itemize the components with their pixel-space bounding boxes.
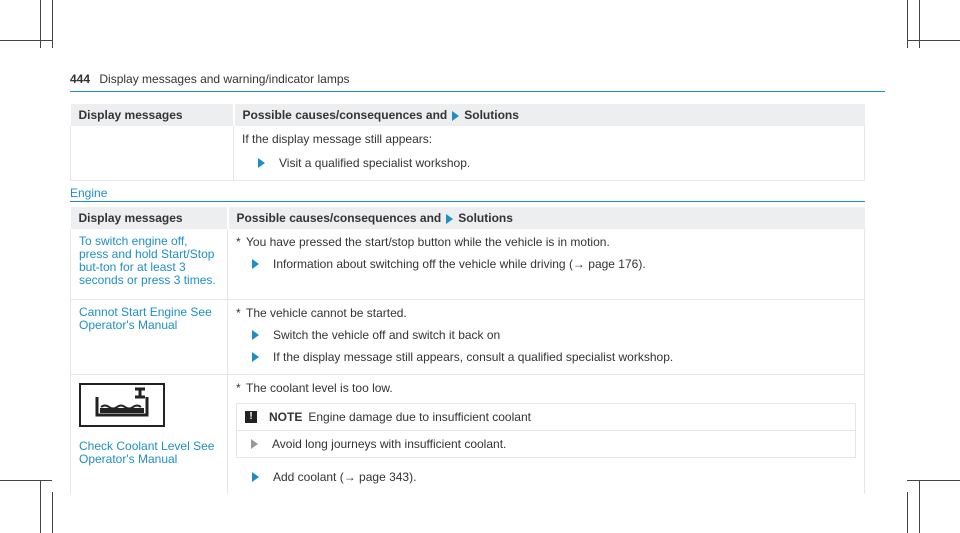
cause-text: You have pressed the start/stop button while the vehicle is in motion. — [246, 235, 610, 249]
solution-arrow-icon — [252, 330, 259, 340]
note-text: Engine damage due to insufficient coolant — [308, 410, 531, 424]
message-cell: To switch engine off, press and hold Start/Stop but-ton for at least 3 seconds or press 3 times. — [71, 229, 228, 300]
solution-arrow-icon — [252, 472, 259, 482]
cause-cell: * The vehicle cannot be started. Switch the vehicle off and switch it back on If the display message still appears, consult a qualified specialist workshop. — [228, 300, 865, 375]
message-cell: Cannot Start Engine See Operator's Manual — [71, 300, 228, 375]
table-row — [71, 300, 865, 375]
solution-step: Information about switching off the vehicle while driving (→ page 176). — [273, 257, 646, 271]
message-text: Check Coolant Level See Operator's Manual — [79, 439, 215, 466]
solution-arrow-icon — [251, 439, 258, 449]
solution-arrow-icon — [258, 158, 265, 168]
note-step: Avoid long journeys with insufficient coolant. — [272, 437, 507, 451]
solution-step: Switch the vehicle off and switch it back on — [273, 328, 501, 342]
solution-step: Add coolant (→ page 343). — [273, 470, 417, 484]
crop-mark — [0, 40, 52, 41]
crop-mark — [52, 0, 53, 48]
column-header-causes-solutions: Possible causes/consequences and Solutions — [228, 207, 865, 229]
crop-mark — [52, 492, 53, 533]
intro-text: If the display message still appears: — [242, 132, 433, 146]
solution-arrow-icon — [252, 352, 259, 362]
cause-cell: * You have pressed the start/stop button while the vehicle is in motion. Information about switching off the vehicle while driving (→ page 176). — [228, 229, 865, 300]
cause-text: The coolant level is too low. — [246, 381, 393, 395]
crop-mark — [907, 40, 960, 41]
table-row — [71, 375, 865, 495]
column-header-display-messages: Display messages — [71, 207, 228, 229]
solution-arrow-icon — [252, 259, 259, 269]
cause-text: The vehicle cannot be started. — [246, 306, 407, 320]
crop-mark — [919, 480, 920, 533]
coolant-level-icon — [79, 383, 165, 427]
page-header-title: Display messages and warning/indicator lamps — [99, 72, 350, 86]
page-number: 444 — [70, 72, 91, 86]
warning-icon: ! — [245, 411, 257, 423]
solution-step: If the display message still appears, consult a qualified specialist workshop. — [273, 350, 674, 364]
section-title: Engine — [70, 186, 108, 200]
column-header-causes-solutions: Possible causes/consequences and Solutions — [234, 104, 865, 126]
engine-messages-table — [70, 207, 865, 494]
message-cell — [71, 126, 234, 181]
section-rule — [70, 201, 865, 202]
solution-step: Visit a qualified specialist workshop. — [279, 156, 471, 170]
table-row — [71, 126, 865, 181]
note-box — [236, 403, 856, 458]
display-messages-table-continued — [70, 104, 865, 181]
note-label: NOTE — [269, 410, 303, 424]
solution-arrow-icon — [446, 214, 453, 224]
column-header-display-messages: Display messages — [71, 104, 234, 126]
crop-mark — [907, 492, 908, 533]
table-row — [71, 229, 865, 300]
crop-mark — [907, 480, 960, 481]
crop-mark — [40, 480, 41, 533]
solution-arrow-icon — [452, 111, 459, 121]
page-header — [70, 72, 350, 86]
message-cell — [71, 375, 228, 495]
crop-mark — [0, 480, 52, 481]
cause-cell: * The coolant level is too low. ! NOTE Engine damage due to insufficient coolant Avoid long journeys with insufficient coolant. Add coolant (→ page 343). — [228, 375, 865, 495]
cause-cell — [234, 126, 865, 181]
header-rule — [70, 91, 885, 92]
